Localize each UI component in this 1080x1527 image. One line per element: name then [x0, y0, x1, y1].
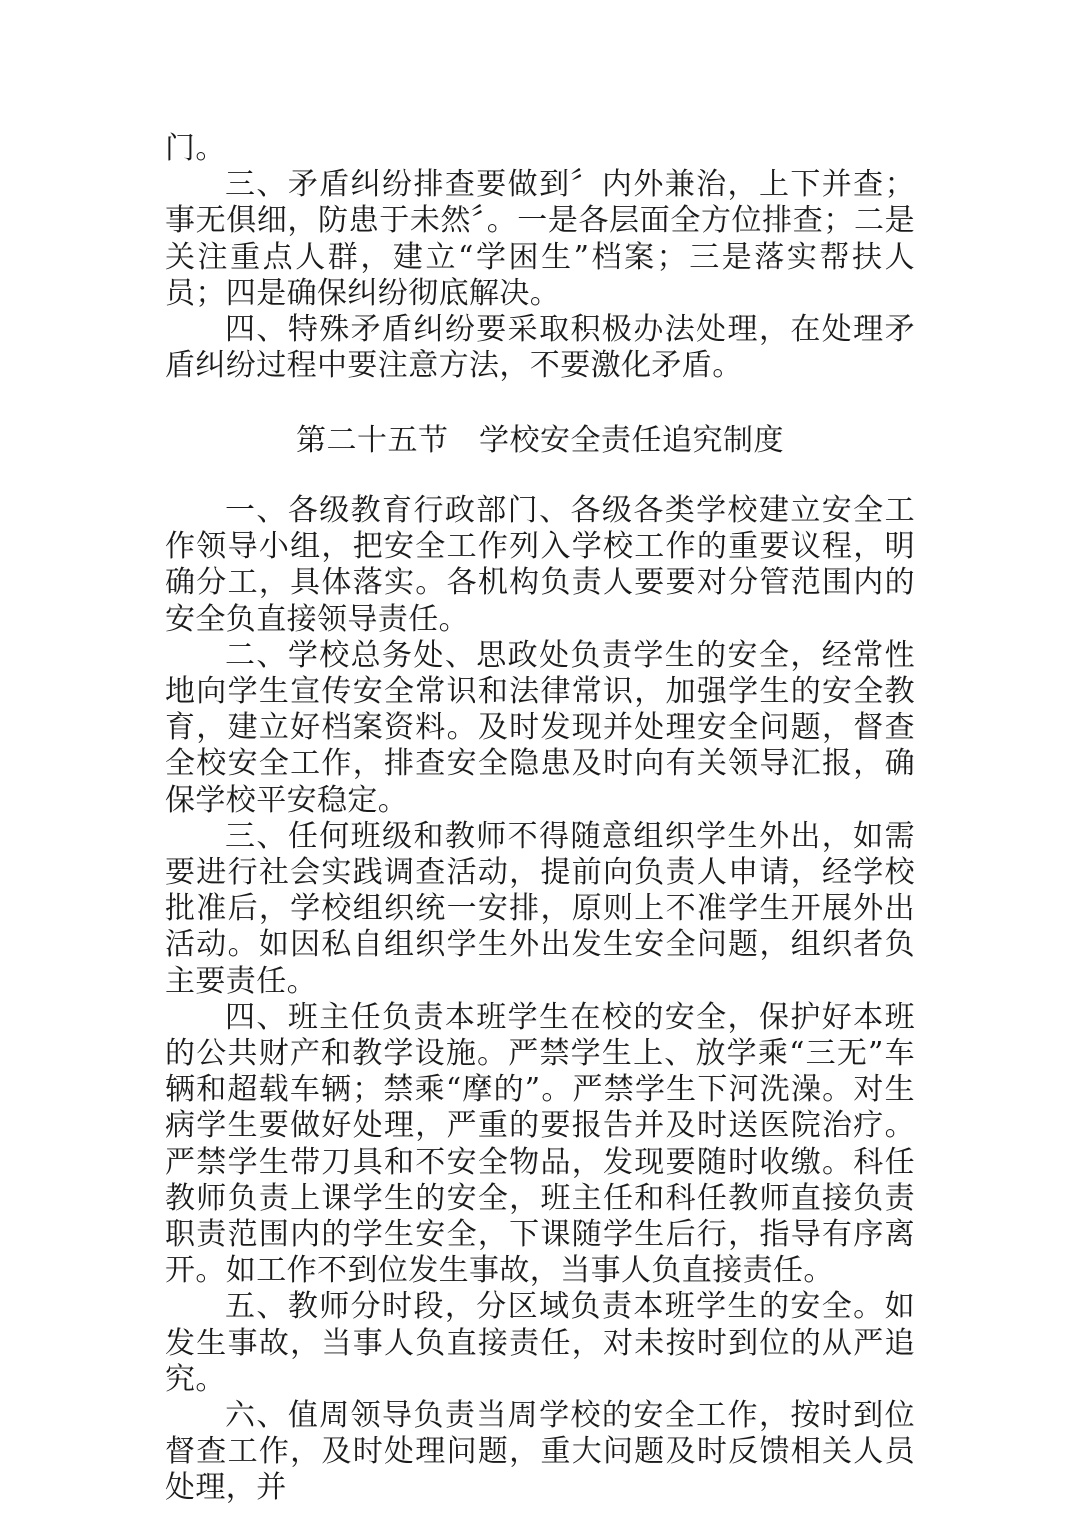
section-text-block — [165, 493, 915, 1507]
paragraph-item-6: 六、值周领导负责当周学校的安全工作，按时到位督查工作，及时处理问题，重大问题及时反馈相关人员处理，并 — [165, 1398, 915, 1506]
paragraph-item-4: 四、班主任负责本班学生在校的安全，保护好本班的公共财产和教学设施。严禁学生上、放学乘“三无”车辆和超载车辆；禁乘“摩的”。严禁学生下河洗澡。对生病学生要做好处理，严重的要报告并及时送医院治疗。严禁学生带刀具和不安全物品，发现要随时收缴。科任教师负责上课学生的安全，班主任和科任教师直接负责职责范围内的学生安全，下课随学生后行，指导有序离开。如工作不到位发生事故，当事人负直接责任。 — [165, 999, 915, 1289]
paragraph-item-1: 一、各级教育行政部门、各级各类学校建立安全工作领导小组，把安全工作列入学校工作的重要议程，明确分工，具体落实。各机构负责人要要对分管范围内的安全负直接领导责任。 — [165, 493, 915, 637]
section-heading: 第二十五节 学校安全责任追究制度 — [296, 423, 784, 458]
paragraph-contradiction-check: 三、矛盾纠纷排查要做到〞内外兼治，上下并查；事无俱细，防患于未然〞。一是各层面全方位排查；二是关注重点人群，建立“学困生”档案；三是落实帮扶人员；四是确保纠纷彻底解决。 — [165, 167, 915, 311]
paragraph-item-2: 二、学校总务处、思政处负责学生的安全，经常性地向学生宣传安全常识和法律常识，加强学生的安全教育，建立好档案资料。及时发现并处理安全问题，督查全校安全工作，排查安全隐患及时向有关领导汇报，确保学校平安稳定。 — [165, 637, 915, 818]
top-text-block — [165, 131, 915, 384]
paragraph-special-disputes: 四、特殊矛盾纠纷要采取积极办法处理，在处理矛盾纠纷过程中要注意方法，不要激化矛盾。 — [165, 312, 915, 384]
paragraph-item-5: 五、教师分时段，分区域负责本班学生的安全。如发生事故，当事人负直接责任，对未按时到位的从严追究。 — [165, 1289, 915, 1397]
continuation-line: 门。 — [165, 131, 226, 166]
paragraph-item-3: 三、任何班级和教师不得随意组织学生外出，如需要进行社会实践调查活动，提前向负责人申请，经学校批准后，学校组织统一安排，原则上不准学生开展外出活动。如因私自组织学生外出发生安全问题，组织者负主要责任。 — [165, 818, 915, 999]
